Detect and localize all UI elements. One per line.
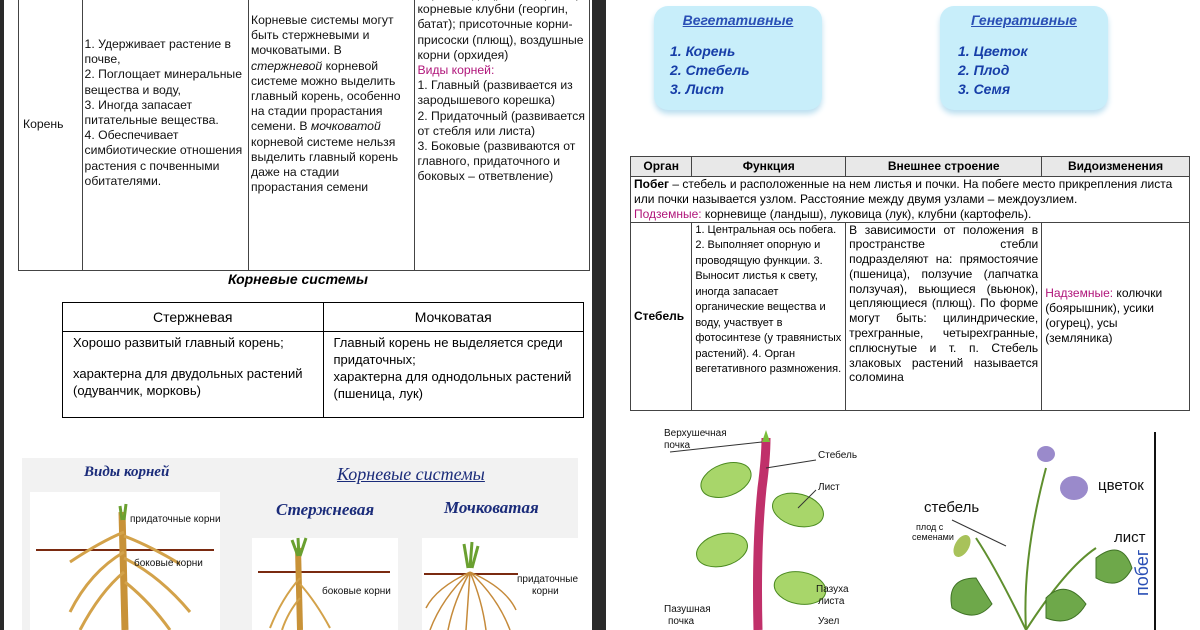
function-4: 4. Обеспечивает симбиотические отношения растения с почвенными обитателями. <box>84 128 243 188</box>
function-2: 2. Поглощает минеральные вещества и воду, <box>84 67 242 97</box>
above-ground-text: колючки (боярышник), усики (огурец), усы (земляника) <box>1045 286 1163 345</box>
tap-root-header: Стержневая <box>63 303 324 332</box>
leaf-label: Лист <box>818 482 840 493</box>
generative-item: 3. Семя <box>958 81 1011 97</box>
tap-picture-title: Стержневая <box>276 500 375 519</box>
structure-text-b: стержневой <box>251 58 323 73</box>
col-organ-header: Орган <box>631 157 692 177</box>
organ-cell <box>19 0 83 271</box>
fibrous-root-desc: Главный корень не выделяется среди придаточных; <box>333 335 563 367</box>
vegetative-item: 1. Корень <box>670 43 736 59</box>
violet-leaf-label: лист <box>1114 529 1146 546</box>
axil-label-2: листа <box>818 596 845 607</box>
col-modifications-header: Видоизменения <box>1042 157 1190 177</box>
generative-list <box>958 42 1108 99</box>
root-type-2: 2. Придаточный (развивается от стебля или листа) <box>417 108 585 138</box>
root-systems-picture-title: Корневые системы <box>337 464 485 484</box>
fibrous-picture-title: Мочковатая <box>444 498 539 517</box>
shoot-definition-cell <box>631 176 1190 222</box>
root-types-heading: Виды корней: <box>417 63 495 78</box>
structure-text-e: корневой системе нельзя выделить главный корень даже на стадии прорастания семени <box>251 134 399 195</box>
fibrous-root-header: Мочковатая <box>323 303 584 332</box>
axillary-bud-label-2: почка <box>668 616 695 627</box>
function-3: 3. Иногда запасает питательные вещества. <box>84 97 219 128</box>
vegetative-title: Вегетативные <box>682 12 794 28</box>
stem-organ-cell: Стебель <box>631 222 692 410</box>
fibrous-root-plants: характерна для однодольных растений (пшеница, лук) <box>333 369 572 401</box>
flower-label: цветок <box>1098 477 1144 494</box>
above-ground-label: Надземные: <box>1045 286 1114 300</box>
root-systems-title: Корневые системы <box>228 271 368 287</box>
tap-root-plants: характерна для двудольных растений (одуванчик, морковь) <box>73 366 303 398</box>
structure-text-a: Корневые системы могут быть стержневыми и мочковатыми. В <box>251 13 394 58</box>
stem-function-table <box>630 156 1190 411</box>
right-page <box>606 0 1200 630</box>
shoot-vertical-label: побег <box>1132 549 1152 596</box>
root-illustration <box>22 458 578 630</box>
stem-structure-cell: В зависимости от положения в пространстве стебли подразделяют на: прямостоячие (пшеница), ползучие (лапчатка ползучая), вьющиеся (вьюнок), цепляющиеся (плющ). По форме могут быть: цилиндрические, трехгранные, четырехгранные, сплюснутые и т. п. Стебель злаковых растений называется соломина <box>846 222 1042 410</box>
shoot-term: Побег <box>634 176 670 191</box>
shoot-definition: – стебель и расположенные на нем листья и почки. На побеге место прикрепления листа или почки называется узлом. Расстояние между двумя узлами – междоузлием. <box>634 176 1173 206</box>
structure-text-d: мочковатой <box>310 119 381 134</box>
fibrous-adventitious-label-b: корни <box>532 586 559 597</box>
stem-label: Стебель <box>818 450 858 461</box>
node-label: Узел <box>818 616 840 627</box>
tap-root-drawing <box>252 538 398 630</box>
root-function-table <box>18 0 590 271</box>
shoot-bracket <box>1154 432 1156 630</box>
vegetative-list <box>670 42 822 99</box>
tap-root-desc: Хорошо развитый главный корень; <box>73 335 284 350</box>
modifications-text: корневые клубни (георгин, батат); присоточные корни-присоски (плющ), воздушные корни (орхидея) <box>417 2 584 62</box>
generative-item: 2. Плод <box>958 62 1010 78</box>
tap-lateral-label: боковые корни <box>322 586 391 597</box>
functions-cell <box>82 0 248 271</box>
vegetative-organs-bubble <box>654 6 822 110</box>
vegetative-item: 3. Лист <box>670 81 724 97</box>
root-type-1: 1. Главный (развивается из зародышевого корешка) <box>417 78 573 108</box>
root-type-3: 3. Боковые (развиваются от главного, придаточного и боковых – ответвление) <box>417 139 576 184</box>
col-function-header: Функция <box>692 157 846 177</box>
axillary-bud-label: Пазушная <box>664 604 711 615</box>
modifications-cell <box>415 0 590 271</box>
apical-bud-label-2: почка <box>664 440 691 451</box>
lateral-label: боковые корни <box>134 558 203 569</box>
generative-item: 1. Цветок <box>958 43 1028 59</box>
fibrous-adventitious-label-a: придаточные <box>517 574 579 585</box>
left-page <box>4 0 592 630</box>
vegetative-item: 2. Стебель <box>670 62 750 78</box>
apical-bud-label: Верхушечная <box>664 428 727 439</box>
col-structure-header: Внешнее строение <box>846 157 1042 177</box>
underground-text: корневище (ландыш), луковица (лук), клубни (картофель). <box>701 206 1032 221</box>
tap-root-cell <box>63 332 324 418</box>
root-types-title: Виды корней <box>84 464 170 480</box>
stem-function-cell: 1. Центральная ось побега. 2. Выполняет опорную и проводящую функции. 3. Выносит листья к свету, иногда запасает органические вещества и воду, участвует в фотосинтезе (у травянистых растений). 4. Орган вегетативного размножения. <box>692 222 846 410</box>
fruit-label: плод с <box>916 522 944 532</box>
generative-title: Генеративные <box>971 12 1077 28</box>
structure-text-c: корневой системе можно выделить главный корень, особенно на стадии прорастания семени. В <box>251 58 401 134</box>
stem-modifications-cell <box>1042 222 1190 410</box>
violet-stem-label: стебель <box>924 499 980 516</box>
adventitious-label: придаточные корни <box>130 514 221 525</box>
organ-root-label: Корень <box>23 116 64 131</box>
root-systems-table <box>62 302 584 418</box>
underground-label: Подземные: <box>634 206 702 221</box>
function-1: 1. Удерживает растение в почве, <box>84 37 232 67</box>
generative-organs-bubble <box>940 6 1108 110</box>
fibrous-root-cell <box>323 332 584 418</box>
fruit-label-2: семенами <box>912 532 954 542</box>
structure-cell <box>249 0 415 271</box>
axil-label: Пазуха <box>816 584 849 595</box>
